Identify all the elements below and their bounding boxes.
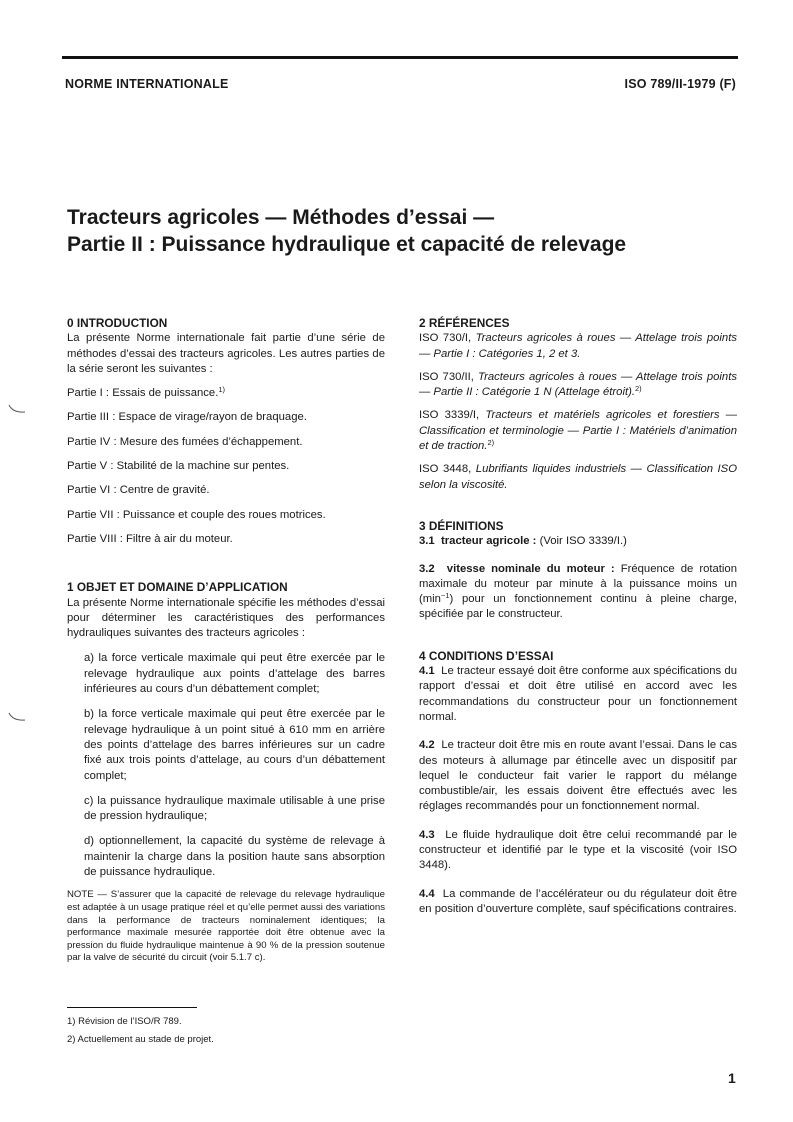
document-title-line-2: Partie II : Puissance hydraulique et capacité de relevage <box>67 233 627 256</box>
margin-mark <box>8 712 26 722</box>
reference-item: ISO 730/I, Tracteurs agricoles à roues — Attelage trois points — Partie I : Catégories 1, 2 et 3. <box>419 332 737 360</box>
intro-part-item: Partie III : Espace de virage/rayon de braquage. <box>67 411 307 424</box>
intro-part-item: Partie IV : Mesure des fumées d’échappement. <box>67 435 303 448</box>
scope-item: a) la force verticale maximale qui peut être exercée par le relevage hydraulique aux points d’attelage des barres inférieures au cours d’un débattement complet; <box>84 652 385 696</box>
condition-item: 4.4 La commande de l’accélérateur ou du régulateur doit être en position d’ouverture complète, sauf spécifications contraires. <box>419 887 737 915</box>
header-rule <box>62 56 738 59</box>
section-2-heading: 2 RÉFÉRENCES <box>419 316 510 330</box>
intro-part-item: Partie I : Essais de puissance.$^{1)}$ <box>67 385 225 400</box>
document-title-line-1: Tracteurs agricoles — Méthodes d’essai — <box>67 206 495 229</box>
reference-item: ISO 3339/I, Tracteurs et matériels agricoles et forestiers — Classification et terminologie — Partie I : Matériels d’animation et de traction.$^{2)}$ <box>419 409 737 453</box>
scope-item: b) la force verticale maximale qui peut être exercée par le relevage hydraulique à un point situé à 610 mm en arrière des points d’attelage des barres inférieures sur un cadre fixé aux trois points d’attelage, au cours d’un débattement complet; <box>84 708 385 782</box>
footnote-2: 2) Actuellement au stade de projet. <box>67 1034 214 1045</box>
reference-item: ISO 730/II, Tracteurs agricoles à roues — Attelage trois points — Partie II : Catégorie 1 N (Attelage étroit).$^{2)}$ <box>419 370 737 399</box>
condition-item: 4.2 Le tracteur doit être mis en route avant l’essai. Dans le cas des moteurs à allumage par étincelle avec un dispositif par lequel le conducteur fait varier le rapport du mélange combustible/air, les essais doivent être effectués avec les réglages recommandés pour un fonctionnement normal. <box>419 739 737 813</box>
definition-item: 3.1 tracteur agricole : (Voir ISO 3339/I.) <box>419 535 627 548</box>
intro-paragraph: La présente Norme internationale fait partie d’une série de méthodes d’essai des tracteurs agricoles. Les autres parties de la série seront les suivantes : <box>67 332 385 375</box>
scope-item: c) la puissance hydraulique maximale utilisable à une prise de pression hydraulique; <box>84 794 385 823</box>
header-standard-number: ISO 789/II-1979 (F) <box>624 77 736 91</box>
header-standard-type: NORME INTERNATIONALE <box>65 77 229 91</box>
left-column <box>67 316 385 965</box>
footnote-1: 1) Révision de l’ISO/R 789. <box>67 1016 182 1027</box>
intro-part-item: Partie VIII : Filtre à air du moteur. <box>67 532 233 545</box>
section-3-heading: 3 DÉFINITIONS <box>419 518 504 533</box>
intro-part-item: Partie V : Stabilité de la machine sur pentes. <box>67 460 290 473</box>
footnote-ref: 1) <box>218 385 225 395</box>
reference-item: ISO 3448, Lubrifiants liquides industriels — Classification ISO selon la viscosité. <box>419 463 738 491</box>
page-number: 1 <box>728 1070 736 1086</box>
condition-item: 4.1 Le tracteur essayé doit être conforme aux spécifications du rapport d’essai et doit être utilisé en accord avec les recommandations du constructeur pour un fonctionnement normal. <box>419 665 737 723</box>
scope-item: d) optionnellement, la capacité du système de relevage à maintenir la charge dans la position haute sans absorption de puissance hydraulique. <box>84 835 385 879</box>
section-1-heading: 1 OBJET ET DOMAINE D’APPLICATION <box>67 580 288 595</box>
intro-part-item: Partie VII : Puissance et couple des roues motrices. <box>67 508 326 521</box>
definition-item: 3.2 vitesse nominale du moteur : Fréquence de rotation maximale du moteur par minute à la puissance moins un $(\min^{-1})$ pour un fonctionnement continu à pleine charge, spécifiée par le constructeur. <box>419 562 737 621</box>
footnote-rule <box>67 1007 197 1008</box>
margin-mark <box>8 404 26 414</box>
condition-item: 4.3 Le fluide hydraulique doit être celui recommandé par le constructeur et identifié par le type et la viscosité (voir ISO 3448). <box>419 828 737 872</box>
right-column <box>419 316 737 917</box>
scope-note: NOTE — S’assurer que la capacité de relevage du relevage hydraulique est adaptée à un usage pratique réel et qu’elle permet aussi des variations dans la performance de tracteurs nominalement identiques; la performance maximale mesurée rapportée doit être obtenue avec la pression du fluide hydraulique maintenue à 90 % de la pression soutenue par la valve de sécurité du circuit (voir 5.1.7 c). <box>67 889 385 964</box>
scope-paragraph: La présente Norme internationale spécifie les méthodes d’essai pour déterminer les caractéristiques des performances hydrauliques suivantes des tracteurs agricoles : <box>67 596 385 640</box>
section-0-heading: 0 INTRODUCTION <box>67 316 168 330</box>
intro-part-item: Partie VI : Centre de gravité. <box>67 484 210 497</box>
footnote-ref: 2) <box>635 384 642 394</box>
section-4-heading: 4 CONDITIONS D’ESSAI <box>419 648 554 663</box>
footnote-ref: 2) <box>487 438 495 448</box>
